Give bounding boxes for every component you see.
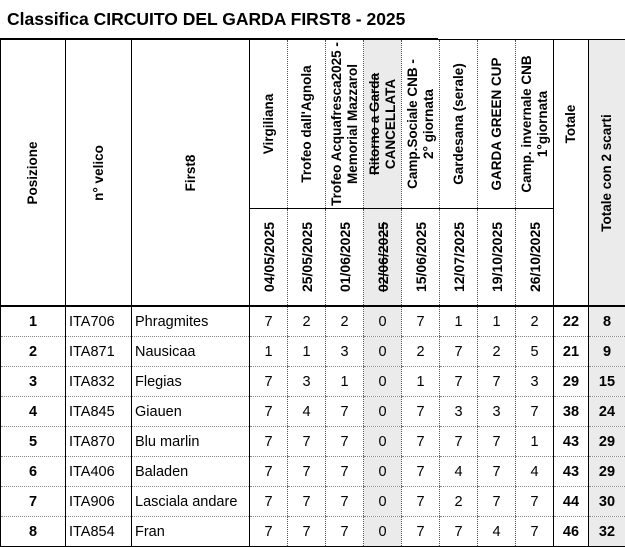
regatta-name-1 — [261, 94, 277, 155]
cell-score-regatta-4: 0 — [364, 487, 402, 517]
regatta-name-line: Gardesana (serale) — [451, 63, 467, 185]
cell-score-regatta-1: 7 — [250, 457, 288, 487]
regatta-name-line: Virgiliana — [261, 94, 277, 155]
cell-score-regatta-5: 7 — [402, 306, 440, 337]
cell-score-regatta-7: 7 — [478, 427, 516, 457]
regatta-name-6 — [451, 63, 467, 185]
regatta-name-line: Trofeo dall'Agnola — [299, 65, 315, 182]
cell-score-regatta-7: 1 — [478, 306, 516, 337]
cell-score-regatta-2: 3 — [288, 367, 326, 397]
cell-total-with-discards: 29 — [589, 457, 625, 487]
cell-boat-name: Blu marlin — [132, 427, 250, 457]
table-row — [1, 306, 625, 337]
cell-position: 6 — [1, 457, 66, 487]
cell-total-with-discards: 32 — [589, 517, 625, 547]
cell-score-regatta-2: 1 — [288, 337, 326, 367]
cell-sail-number: ITA845 — [66, 397, 132, 427]
header-velico-text: n° velico — [91, 145, 107, 201]
regatta-name-8 — [519, 55, 551, 192]
cell-score-regatta-3: 7 — [326, 517, 364, 547]
table-row — [1, 457, 625, 487]
cell-score-regatta-7: 7 — [478, 487, 516, 517]
cell-score-regatta-8: 7 — [516, 487, 554, 517]
header-date-2 — [288, 209, 326, 307]
cell-score-regatta-4: 0 — [364, 397, 402, 427]
cell-score-regatta-8: 4 — [516, 457, 554, 487]
header-totale-text: Totale — [563, 105, 579, 144]
cell-score-regatta-5: 1 — [402, 367, 440, 397]
cell-score-regatta-5: 2 — [402, 337, 440, 367]
header-date-5 — [402, 209, 440, 307]
header-date-4-text: 02/06/2025 — [375, 222, 391, 292]
header-date-3-text: 01/06/2025 — [337, 222, 353, 292]
cell-position: 7 — [1, 487, 66, 517]
header-regatta-1 — [250, 40, 288, 209]
table-row — [1, 487, 625, 517]
header-row-names — [1, 40, 625, 209]
header-boat-text: First8 — [183, 154, 199, 191]
cell-boat-name: Lasciala andare — [132, 487, 250, 517]
regatta-name-line: CANCELLATA — [383, 73, 399, 175]
cell-score-regatta-2: 2 — [288, 306, 326, 337]
cell-boat-name: Fran — [132, 517, 250, 547]
cell-score-regatta-6: 2 — [440, 487, 478, 517]
cell-total-with-discards: 9 — [589, 337, 625, 367]
cell-score-regatta-4: 0 — [364, 337, 402, 367]
cell-score-regatta-8: 5 — [516, 337, 554, 367]
cell-score-regatta-7: 3 — [478, 397, 516, 427]
cell-total: 43 — [554, 427, 589, 457]
cell-score-regatta-1: 7 — [250, 367, 288, 397]
cell-score-regatta-1: 7 — [250, 487, 288, 517]
cell-score-regatta-6: 3 — [440, 397, 478, 427]
cell-sail-number: ITA406 — [66, 457, 132, 487]
header-regatta-5 — [402, 40, 440, 209]
header-totale — [554, 40, 589, 209]
header-regatta-4 — [364, 40, 402, 209]
cell-sail-number: ITA854 — [66, 517, 132, 547]
cell-sail-number: ITA871 — [66, 337, 132, 367]
cell-score-regatta-6: 7 — [440, 517, 478, 547]
cell-score-regatta-2: 4 — [288, 397, 326, 427]
cell-score-regatta-5: 7 — [402, 397, 440, 427]
cell-boat-name: Flegias — [132, 367, 250, 397]
cell-score-regatta-3: 7 — [326, 397, 364, 427]
regatta-name-line: Trofeo Acquafresca2025 - — [329, 42, 345, 206]
regatta-name-line: Camp. invernale CNB — [519, 55, 535, 192]
cell-boat-name: Phragmites — [132, 306, 250, 337]
header-date-2-text: 25/05/2025 — [299, 222, 315, 292]
cell-score-regatta-5: 7 — [402, 487, 440, 517]
cell-total: 22 — [554, 306, 589, 337]
cell-score-regatta-8: 3 — [516, 367, 554, 397]
header-totale-scarti — [589, 40, 625, 307]
regatta-name-2 — [299, 65, 315, 182]
header-date-1-text: 04/05/2025 — [261, 222, 277, 292]
header-date-6-text: 12/07/2025 — [451, 222, 467, 292]
regatta-name-line: 1°giornata — [535, 55, 551, 192]
header-velico — [66, 40, 132, 307]
cell-position: 4 — [1, 397, 66, 427]
regatta-name-line: Ritorno a Garda — [367, 73, 383, 175]
header-regatta-3 — [326, 40, 364, 209]
regatta-name-7 — [489, 57, 505, 190]
header-regatta-7 — [478, 40, 516, 209]
regatta-name-line: Camp.Sociale CNB - — [405, 59, 421, 189]
cell-position: 1 — [1, 306, 66, 337]
table-row — [1, 427, 625, 457]
cell-total: 29 — [554, 367, 589, 397]
header-date-3 — [326, 209, 364, 307]
cell-score-regatta-8: 7 — [516, 517, 554, 547]
cell-score-regatta-8: 2 — [516, 306, 554, 337]
table-row — [1, 337, 625, 367]
cell-sail-number: ITA870 — [66, 427, 132, 457]
cell-total-with-discards: 30 — [589, 487, 625, 517]
regatta-name-4 — [367, 73, 399, 175]
cell-score-regatta-7: 7 — [478, 457, 516, 487]
cell-total: 44 — [554, 487, 589, 517]
cell-score-regatta-4: 0 — [364, 517, 402, 547]
cell-score-regatta-6: 7 — [440, 337, 478, 367]
cell-score-regatta-8: 7 — [516, 397, 554, 427]
cell-total-with-discards: 8 — [589, 306, 625, 337]
cell-score-regatta-8: 1 — [516, 427, 554, 457]
cell-total: 21 — [554, 337, 589, 367]
header-boat — [132, 40, 250, 307]
cell-position: 5 — [1, 427, 66, 457]
cell-total: 43 — [554, 457, 589, 487]
cell-total: 38 — [554, 397, 589, 427]
table-row — [1, 397, 625, 427]
cell-score-regatta-3: 7 — [326, 487, 364, 517]
header-totale-date-cell — [554, 209, 589, 307]
cell-score-regatta-5: 7 — [402, 457, 440, 487]
cell-score-regatta-3: 7 — [326, 427, 364, 457]
cell-sail-number: ITA706 — [66, 306, 132, 337]
standings-table — [0, 39, 625, 547]
cell-score-regatta-6: 7 — [440, 367, 478, 397]
table-row — [1, 517, 625, 547]
cell-score-regatta-2: 7 — [288, 517, 326, 547]
cell-score-regatta-6: 7 — [440, 427, 478, 457]
header-date-4 — [364, 209, 402, 307]
cell-score-regatta-3: 2 — [326, 306, 364, 337]
cell-boat-name: Nausicaa — [132, 337, 250, 367]
cell-score-regatta-4: 0 — [364, 427, 402, 457]
cell-total-with-discards: 24 — [589, 397, 625, 427]
header-regatta-8 — [516, 40, 554, 209]
header-date-7-text: 19/10/2025 — [489, 222, 505, 292]
cell-score-regatta-3: 1 — [326, 367, 364, 397]
header-totale-scarti-text: Totale con 2 scarti — [599, 114, 615, 232]
regatta-name-line: Memorial Mazzarol — [345, 42, 361, 206]
cell-score-regatta-1: 1 — [250, 337, 288, 367]
header-regatta-6 — [440, 40, 478, 209]
cell-boat-name: Giauen — [132, 397, 250, 427]
header-date-5-text: 15/06/2025 — [413, 222, 429, 292]
header-posizione-text: Posizione — [25, 141, 41, 204]
header-date-8-text: 26/10/2025 — [527, 222, 543, 292]
cell-sail-number: ITA832 — [66, 367, 132, 397]
header-date-7 — [478, 209, 516, 307]
cell-score-regatta-3: 3 — [326, 337, 364, 367]
cell-total-with-discards: 15 — [589, 367, 625, 397]
cell-score-regatta-2: 7 — [288, 427, 326, 457]
cell-score-regatta-4: 0 — [364, 367, 402, 397]
cell-score-regatta-2: 7 — [288, 457, 326, 487]
cell-score-regatta-7: 2 — [478, 337, 516, 367]
cell-score-regatta-6: 1 — [440, 306, 478, 337]
cell-score-regatta-5: 7 — [402, 517, 440, 547]
cell-total: 46 — [554, 517, 589, 547]
cell-sail-number: ITA906 — [66, 487, 132, 517]
cell-score-regatta-7: 7 — [478, 367, 516, 397]
cell-score-regatta-1: 7 — [250, 306, 288, 337]
cell-total-with-discards: 29 — [589, 427, 625, 457]
cell-score-regatta-6: 4 — [440, 457, 478, 487]
regatta-name-line: GARDA GREEN CUP — [489, 57, 505, 190]
page-title: Classifica CIRCUITO DEL GARDA FIRST8 - 2025 — [0, 0, 625, 38]
cell-position: 8 — [1, 517, 66, 547]
cell-score-regatta-1: 7 — [250, 397, 288, 427]
cell-score-regatta-1: 7 — [250, 427, 288, 457]
header-posizione — [1, 40, 66, 307]
cell-score-regatta-5: 7 — [402, 427, 440, 457]
cell-score-regatta-7: 4 — [478, 517, 516, 547]
cell-score-regatta-2: 7 — [288, 487, 326, 517]
table-row — [1, 367, 625, 397]
cell-score-regatta-4: 0 — [364, 306, 402, 337]
header-date-8 — [516, 209, 554, 307]
cell-score-regatta-4: 0 — [364, 457, 402, 487]
regatta-name-line: 2° giornata — [421, 59, 437, 189]
cell-score-regatta-3: 7 — [326, 457, 364, 487]
cell-score-regatta-1: 7 — [250, 517, 288, 547]
regatta-name-3 — [329, 42, 361, 206]
header-date-1 — [250, 209, 288, 307]
cell-position: 2 — [1, 337, 66, 367]
regatta-name-5 — [405, 59, 437, 189]
header-date-6 — [440, 209, 478, 307]
header-regatta-2 — [288, 40, 326, 209]
cell-boat-name: Baladen — [132, 457, 250, 487]
cell-position: 3 — [1, 367, 66, 397]
